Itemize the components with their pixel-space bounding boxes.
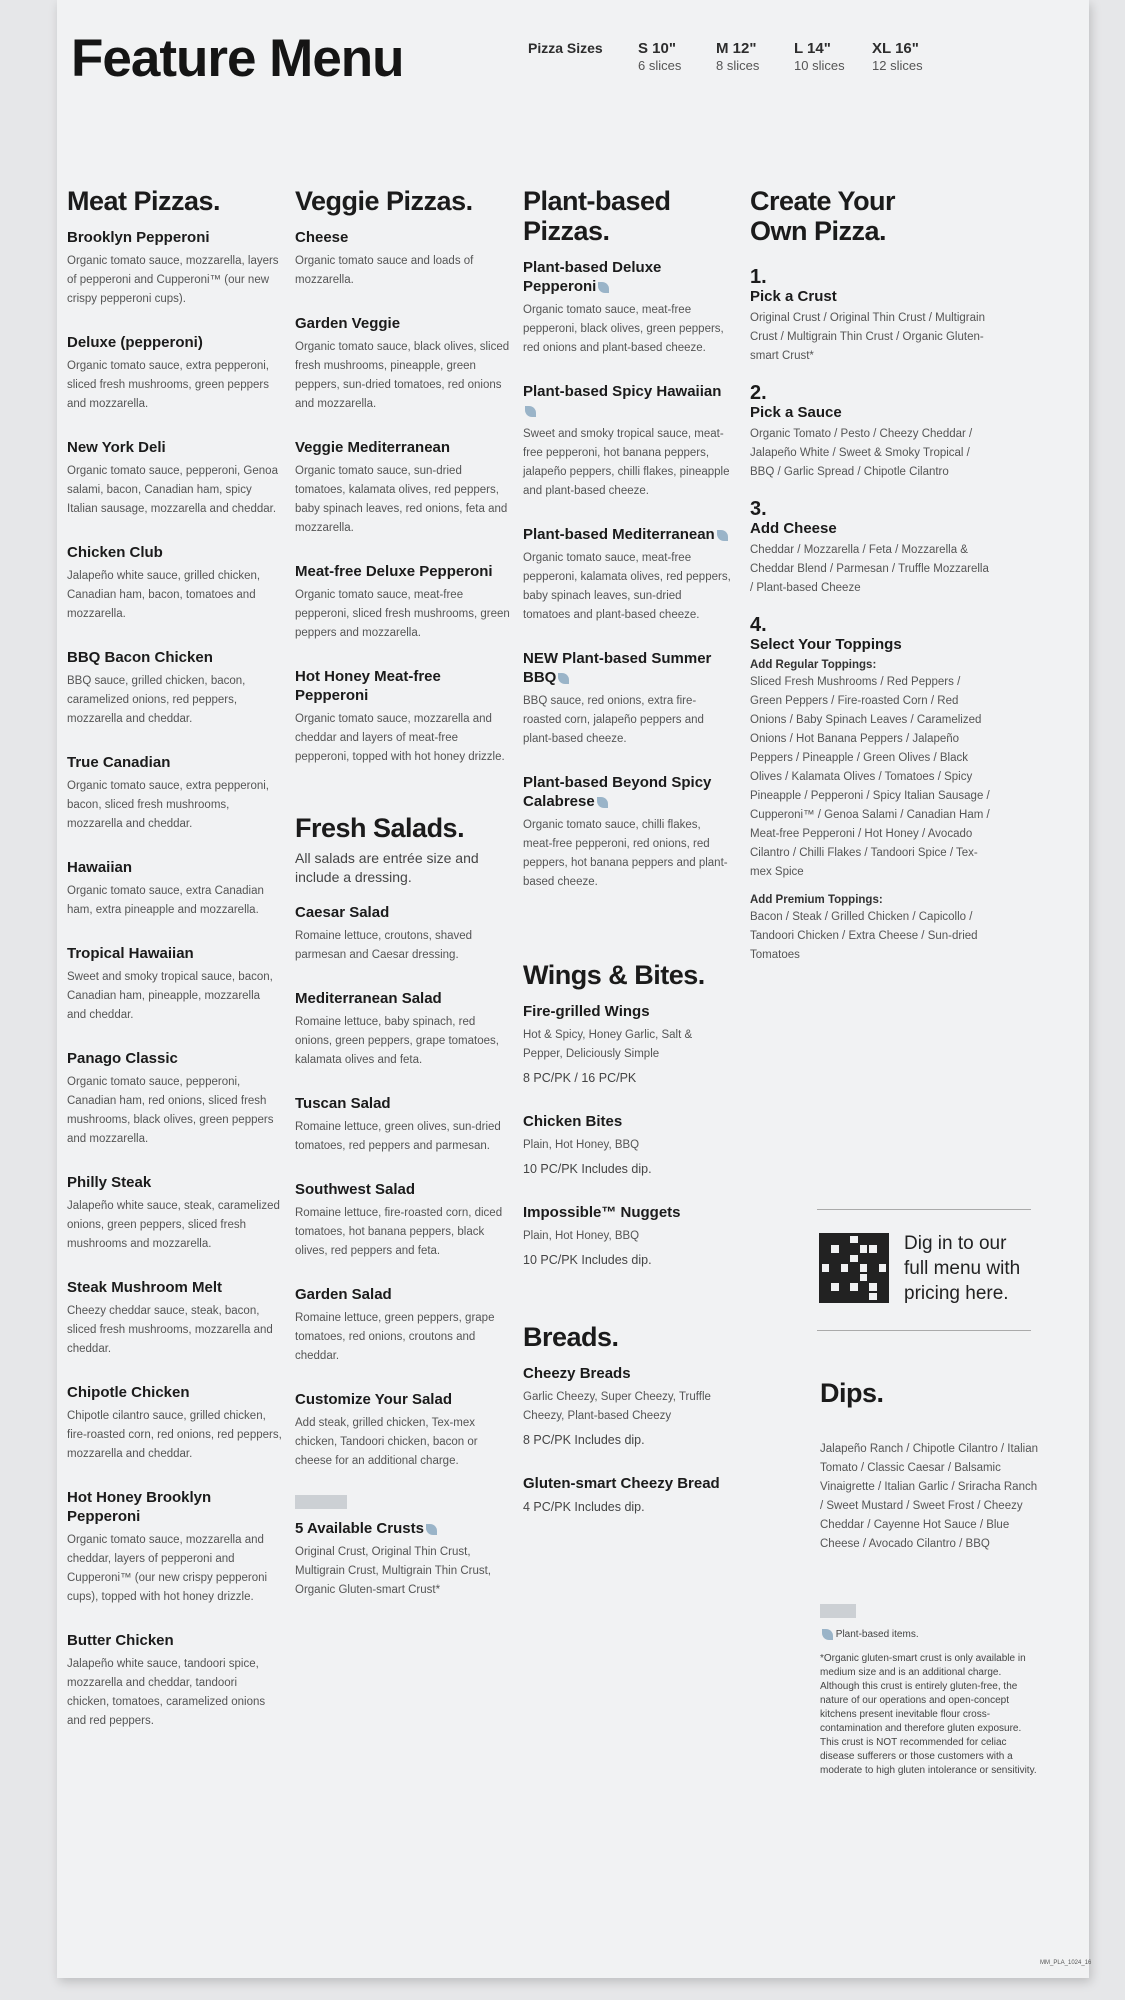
item-desc: Organic tomato sauce, extra pepperoni, sliced fresh mushrooms, green peppers and mozzarella. [67,360,270,410]
item-name: Caesar Salad [295,904,390,921]
dips-heading: Dips. [820,1378,884,1408]
leaf-icon [597,797,608,808]
salad-item [295,1180,510,1261]
menu-item [295,314,510,414]
item-desc: Romaine lettuce, baby spinach, red onions, green peppers, grape tomatoes, kalamata olives and feta. [295,1016,499,1066]
item-name: Plant-based Spicy Hawaiian [523,382,731,420]
leaf-icon [717,530,728,541]
item-name: NEW Plant-based Summer BBQ [523,650,712,686]
menu-item [67,944,282,1025]
menu-item [67,1631,282,1731]
item-name: Tropical Hawaiian [67,945,194,962]
item-desc: Organic tomato sauce, meat-free pepperoni, sliced fresh mushrooms, green peppers and mozzarella. [295,589,510,639]
wings-item [523,1112,731,1179]
item-desc: Organic tomato sauce, chilli flakes, meat-free pepperoni, red onions, red peppers, hot banana peppers and plant-based cheeze. [523,819,728,888]
item-pack: 10 PC/PK Includes dip. [523,1253,652,1267]
item-name: Cheezy Breads [523,1365,631,1382]
item-name: Garden Veggie [295,315,401,332]
section-heading: Create Your Own Pizza. [750,186,896,246]
size-large: L 14" 10 slices [794,40,845,73]
step-options: Cheddar / Mozzarella / Feta / Mozzarella & Cheddar Blend / Parmesan / Truffle Mozzarella / Plant-based Cheeze [750,544,989,594]
size-xlarge: XL 16" 12 slices [872,40,923,73]
item-desc: BBQ sauce, grilled chicken, bacon, caramelized onions, red peppers, mozzarella and cheddar. [67,675,246,725]
item-name: Veggie Mediterranean [295,439,451,456]
item-pack: 8 PC/PK / 16 PC/PK [523,1071,637,1085]
item-name: Chicken Club [67,544,163,561]
step-number: 3. [750,498,767,520]
item-name: Garden Salad [295,1286,392,1303]
salad-item [295,989,510,1070]
item-pack: 10 PC/PK Includes dip. [523,1162,652,1176]
menu-item [67,1383,282,1464]
regular-toppings: Sliced Fresh Mushrooms / Red Peppers / Green Peppers / Fire-roasted Corn / Red Onions / Baby Spinach Leaves / Caramelized Onions / Hot Banana Peppers / Jalapeño Peppers / Pineapple / Green Olives / Black Olives / Kalamata Olives / Tomatoes / Spicy Pineapple / Pepperoni / Spicy Italian Sausage / Cupperoni™ / Genoa Salami / Canadian Ham / Meat-free Pepperoni / Hot Honey / Avocado Cilantro / Chilli Flakes / Tandoori Spice / Tex-mex Spice [750,676,990,878]
qr-caption: Dig in to our full menu with pricing here. [904,1233,1021,1304]
item-pack: 4 PC/PK Includes dip. [523,1500,645,1514]
wings-item [523,1002,731,1088]
item-desc: Organic tomato sauce, black olives, sliced fresh mushrooms, pineapple, green peppers, sun-dried tomatoes, red onions and mozzarella. [295,341,510,410]
section-heading: Plant-based Pizzas. [523,186,671,246]
item-name: Hot Honey Brooklyn Pepperoni [67,1489,212,1525]
menu-item [67,543,282,624]
section-heading: Veggie Pizzas. [295,186,473,216]
item-name: Tuscan Salad [295,1095,391,1112]
step-title: Pick a Crust [750,288,837,305]
pizza-sizes-label: Pizza Sizes [528,40,603,56]
item-desc: Organic tomato sauce, meat-free pepperoni, black olives, green peppers, red onions and plant-based cheeze. [523,304,724,354]
menu-item [523,773,731,892]
salad-item [295,903,510,965]
menu-item [67,753,282,834]
wings-heading: Wings & Bites. [523,960,705,990]
item-name: Meat-free Deluxe Pepperoni [295,563,493,580]
menu-item [67,1278,282,1359]
section-heading: Meat Pizzas. [67,186,221,216]
menu-item [295,228,510,290]
item-name: Plant-based Beyond Spicy Calabrese [523,774,712,810]
item-name: Cheese [295,229,349,246]
item-desc: Organic tomato sauce, mozzarella and cheddar, layers of pepperoni and Cupperoni™ (our new crispy pepperoni cups), topped with hot honey drizzle. [67,1534,268,1603]
item-name: Chipotle Chicken [67,1384,190,1401]
menu-item [67,858,282,920]
placeholder-bar [295,1495,347,1509]
item-name: Hot Honey Meat-free Pepperoni [295,668,441,704]
leaf-icon [525,406,536,417]
item-name: Philly Steak [67,1174,152,1191]
item-name: Mediterranean Salad [295,990,442,1007]
menu-item [67,438,282,519]
item-name: Brooklyn Pepperoni [67,229,210,246]
item-name: Deluxe (pepperoni) [67,334,203,351]
size-medium: M 12" 8 slices [716,40,760,73]
step-title: Select Your Toppings [750,636,902,653]
step-title: Pick a Sauce [750,404,842,421]
step-number: 4. [750,614,767,636]
item-desc: Romaine lettuce, green olives, sun-dried tomatoes, red peppers and parmesan. [295,1121,501,1152]
item-desc: BBQ sauce, red onions, extra fire-roasted corn, jalapeño peppers and plant-based cheeze. [523,695,704,745]
item-desc: Cheezy cheddar sauce, steak, bacon, sliced fresh mushrooms, mozzarella and cheddar. [67,1305,273,1355]
create-your-own-section [750,186,990,981]
breads-heading: Breads. [523,1322,619,1352]
menu-item [295,667,510,767]
menu-item [67,1049,282,1149]
wings-item [523,1203,731,1270]
leaf-icon [822,1629,833,1640]
disclaimer: *Organic gluten-smart crust is only available in medium size and is an additional charge. Although this crust is entirely gluten-free, the nature of our operations and open-concept kitchens present inevitable flour cross-contamination and therefore gluten exposure. This crust is NOT recommended for celiac disease sufferers or those customers with a moderate to high gluten intolerance or sensitivity. [820,1653,1037,1776]
cheese-step [750,498,990,598]
item-desc: Organic tomato sauce, extra Canadian ham, extra pineapple and mozzarella. [67,885,264,916]
item-desc: Organic tomato sauce, pepperoni, Canadian ham, red onions, sliced fresh mushrooms, black olives, green peppers and mozzarella. [67,1076,274,1145]
pizza-sizes [528,40,950,74]
item-desc: Organic tomato sauce, sun-dried tomatoes, kalamata olives, red peppers, baby spinach leaves, red onions, feta and mozzarella. [295,465,508,534]
item-desc: Jalapeño white sauce, steak, caramelized onions, green peppers, sliced fresh mushrooms and mozzarella. [67,1200,280,1250]
menu-item [295,562,510,643]
item-desc: Chipotle cilantro sauce, grilled chicken, fire-roasted corn, red onions, red peppers, mozzarella and cheddar. [67,1410,282,1460]
menu-item [523,382,731,501]
placeholder-bar [820,1604,856,1618]
item-name: Steak Mushroom Melt [67,1279,223,1296]
menu-item [523,525,731,625]
salads-heading: Fresh Salads. [295,813,465,843]
menu-item [523,258,731,358]
divider [817,1330,1031,1331]
divider [817,1209,1031,1210]
item-desc: Organic tomato sauce, extra pepperoni, bacon, sliced fresh mushrooms, mozzarella and cheddar. [67,780,270,830]
item-name: Plant-based Mediterranean [523,525,731,544]
item-desc: Jalapeño white sauce, grilled chicken, Canadian ham, bacon, tomatoes and mozzarella. [67,570,261,620]
item-desc: Organic tomato sauce and loads of mozzarella. [295,255,474,286]
menu-item [67,1488,282,1607]
dips-list: Jalapeño Ranch / Chipotle Cilantro / Italian Tomato / Classic Caesar / Balsamic Vinaigrette / Italian Garlic / Sriracha Ranch / Sweet Mustard / Sweet Frost / Cheezy Cheddar / Cayenne Hot Sauce / Blue Cheese / Avocado Cilantro / BBQ [820,1443,1038,1550]
salad-item [295,1285,510,1366]
leaf-icon [598,282,609,293]
premium-toppings-label: Add Premium Toppings: [750,894,883,906]
meat-pizzas-section [67,186,282,1755]
crusts-item [295,1519,510,1600]
item-desc: Romaine lettuce, fire-roasted corn, diced tomatoes, hot banana peppers, black olives, red peppers and feta. [295,1207,503,1257]
item-desc: Sweet and smoky tropical sauce, bacon, Canadian ham, pineapple, mozzarella and cheddar. [67,971,273,1021]
premium-toppings: Bacon / Steak / Grilled Chicken / Capicollo / Tandoori Chicken / Extra Cheese / Sun-dried Tomatoes [750,911,978,961]
item-name: Plant-based Deluxe Pepperoni [523,259,662,295]
print-code: MM_PLA_1024_16 [1040,1960,1092,1966]
item-desc: Romaine lettuce, green peppers, grape tomatoes, red onions, croutons and cheddar. [295,1312,495,1362]
item-desc: Plain, Hot Honey, BBQ [523,1230,640,1242]
item-name: Chicken Bites [523,1113,623,1130]
dips-section [820,1378,1040,1778]
item-name: Southwest Salad [295,1181,416,1198]
item-desc: Romaine lettuce, croutons, shaved parmesan and Caesar dressing. [295,930,473,961]
item-pack: 8 PC/PK Includes dip. [523,1433,645,1447]
item-desc: Organic tomato sauce, pepperoni, Genoa salami, bacon, Canadian ham, spicy Italian sausage, mozzarella and cheddar. [67,465,278,515]
item-desc: Organic tomato sauce, meat-free pepperoni, kalamata olives, red peppers, baby spinach leaves, sun-dried tomatoes and plant-based cheeze. [523,552,731,621]
item-desc: Hot & Spicy, Honey Garlic, Salt & Pepper, Deliciously Simple [523,1029,693,1060]
bread-item [523,1364,731,1450]
step-options: Organic Tomato / Pesto / Cheezy Cheddar / Jalapeño White / Sweet & Smoky Tropical / BBQ / Garlic Spread / Chipotle Cilantro [750,428,973,478]
salads-note: All salads are entrée size and include a dressing. [295,850,479,885]
salad-item [295,1390,510,1471]
menu-item [67,228,282,309]
regular-toppings-label: Add Regular Toppings: [750,659,877,671]
salad-item [295,1094,510,1156]
veggie-pizzas-section [295,186,510,1624]
item-desc: Sweet and smoky tropical sauce, meat-free pepperoni, hot banana peppers, jalapeño peppers, chilli flakes, pineapple and plant-based cheeze. [523,428,730,497]
qr-code-icon[interactable] [819,1233,889,1303]
leaf-icon [558,673,569,684]
item-desc: Garlic Cheezy, Super Cheezy, Truffle Cheezy, Plant-based Cheezy [523,1391,711,1422]
item-name: Butter Chicken [67,1632,174,1649]
item-name: Impossible™ Nuggets [523,1204,681,1221]
item-name: True Canadian [67,754,171,771]
step-title: Add Cheese [750,520,837,537]
menu-item [67,1173,282,1254]
sauce-step [750,382,990,482]
item-name: 5 Available Crusts [295,1519,510,1538]
menu-item [523,649,731,749]
bread-item [523,1474,731,1517]
size-small: S 10" 6 slices [638,40,682,73]
item-name: Customize Your Salad [295,1391,452,1408]
page-title: Feature Menu [71,29,404,88]
item-name: Panago Classic [67,1050,178,1067]
item-name: Hawaiian [67,859,133,876]
menu-item [67,333,282,414]
plant-based-section [523,186,731,1541]
item-desc: Plain, Hot Honey, BBQ [523,1139,640,1151]
step-number: 1. [750,266,767,288]
item-desc: Original Crust, Original Thin Crust, Multigrain Crust, Multigrain Thin Crust, Organic Gluten-smart Crust* [295,1546,491,1596]
toppings-step [750,614,990,965]
menu-item [295,438,510,538]
item-name: New York Deli [67,439,166,456]
item-desc: Add steak, grilled chicken, Tex-mex chicken, Tandoori chicken, bacon or cheese for an additional charge. [295,1417,478,1467]
step-options: Original Crust / Original Thin Crust / Multigrain Crust / Multigrain Thin Crust / Organic Gluten-smart Crust* [750,312,985,362]
item-name: Fire-grilled Wings [523,1003,650,1020]
step-number: 2. [750,382,767,404]
crust-step [750,266,990,366]
item-name: Gluten-smart Cheezy Bread [523,1475,720,1492]
menu-item [67,648,282,729]
leaf-icon [426,1524,437,1535]
item-desc: Organic tomato sauce, mozzarella and cheddar and layers of meat-free pepperoni, topped with hot honey drizzle. [295,713,505,763]
legend: Plant-based items. [820,1628,1040,1642]
item-desc: Organic tomato sauce, mozzarella, layers of pepperoni and Cupperoni™ (our new crispy pepperoni cups). [67,255,279,305]
item-name: BBQ Bacon Chicken [67,649,213,666]
item-desc: Jalapeño white sauce, tandoori spice, mozzarella and cheddar, tandoori chicken, tomatoes, caramelized onions and red peppers. [67,1658,266,1727]
